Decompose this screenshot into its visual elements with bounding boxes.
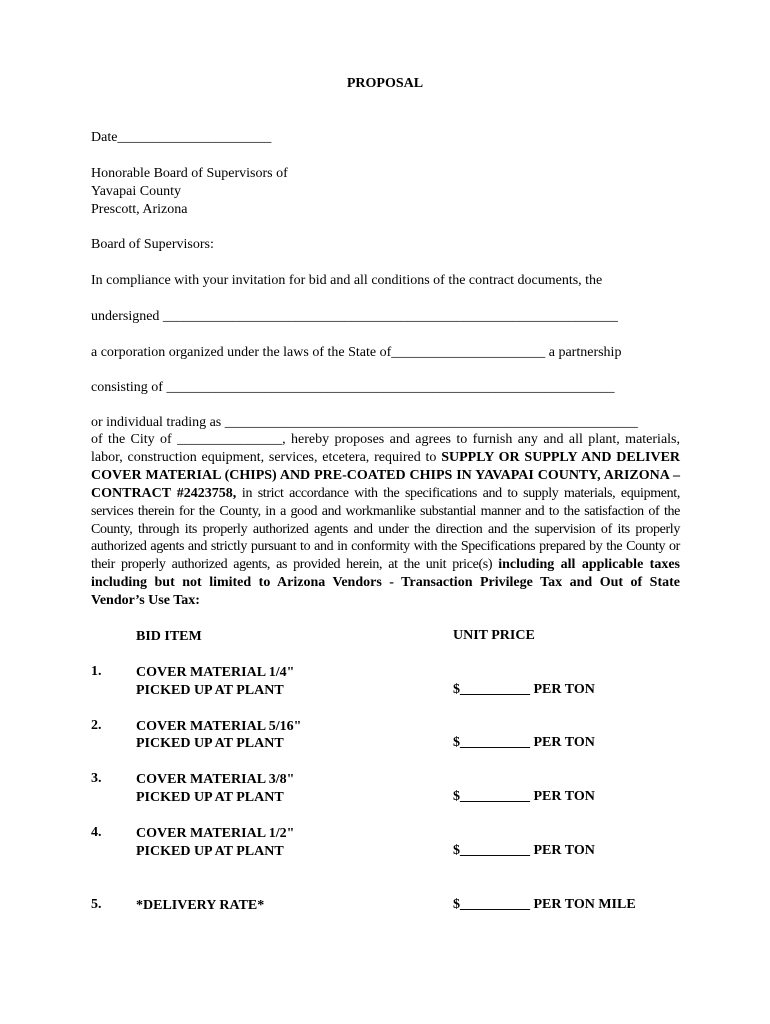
- bid-row-number: 5.: [91, 897, 102, 912]
- compliance-line: In compliance with your invitation for bid and all conditions of the contract documents, the: [91, 273, 603, 288]
- bid-row-price: $__________ PER TON: [453, 682, 595, 697]
- body-bold-contract: SUPPLY OR SUPPLY AND DELIVER COVER MATERIAL (CHIPS) AND PRE-COATED CHIPS IN YAVAPAI COUNTY, ARIZONA – CONTRACT #2423758,: [91, 449, 681, 501]
- bid-row-item-line1: COVER MATERIAL 1/2": [136, 826, 295, 841]
- date-line: Date______________________: [91, 130, 272, 145]
- body-text-2: in strict accordance with the specifications and to supply materials, equipment, services therein for the County, in a good and workmanlike substantial manner and to the satisfaction of the County, through its properly authorized agents and under the direction and the supervision of its properly authorized agents and strictly pursuant to and in conformity with the Specifications prepared by the County or their properly authorized agents, as provided herein, at the unit price(s): [91, 485, 680, 573]
- corporation-line: a corporation organized under the laws of the State of______________________ a partnership: [91, 345, 622, 360]
- body-bold-taxes: including all applicable taxes including but not limited to Arizona Vendors - Transaction Privilege Tax and Out of State Vendor’s Use Tax:: [91, 557, 680, 609]
- bid-row-price: $__________ PER TON: [453, 789, 595, 804]
- bid-row-price: $__________ PER TON MILE: [453, 897, 636, 912]
- bid-row-item-line1: COVER MATERIAL 3/8": [136, 772, 295, 787]
- undersigned-line: undersigned _________________________________________________________________: [91, 309, 618, 324]
- addressee-line-3: Prescott, Arizona: [91, 202, 188, 217]
- bid-row-number: 4.: [91, 825, 102, 840]
- bid-item-header: BID ITEM: [136, 629, 202, 644]
- bid-row-price: $__________ PER TON: [453, 735, 595, 750]
- bid-row-number: 2.: [91, 718, 102, 733]
- bid-row-item-line2: PICKED UP AT PLANT: [136, 736, 284, 751]
- bid-row-item-line2: PICKED UP AT PLANT: [136, 844, 284, 859]
- bid-row-item-line2: PICKED UP AT PLANT: [136, 790, 284, 805]
- bid-row-number: 3.: [91, 771, 102, 786]
- bid-row-item-line1: COVER MATERIAL 1/4": [136, 665, 295, 680]
- proposal-body: [91, 431, 680, 610]
- consisting-line: consisting of ________________________________________________________________: [91, 380, 615, 395]
- bid-row-item-line1: *DELIVERY RATE*: [136, 898, 265, 913]
- addressee-line-2: Yavapai County: [91, 184, 181, 199]
- unit-price-header: UNIT PRICE: [453, 628, 535, 643]
- salutation: Board of Supervisors:: [91, 237, 214, 252]
- page-title: PROPOSAL: [346, 76, 424, 91]
- bid-row-number: 1.: [91, 664, 102, 679]
- individual-line: or individual trading as ___________________________________________________________: [91, 415, 638, 430]
- body-text-1: of the City of _______________, hereby proposes and agrees to furnish any and all plant, materials, labor, construction equipment, services, etcetera, required to: [91, 432, 680, 465]
- bid-row-item-line2: PICKED UP AT PLANT: [136, 683, 284, 698]
- bid-row-item-line1: COVER MATERIAL 5/16": [136, 719, 302, 734]
- bid-row-price: $__________ PER TON: [453, 843, 595, 858]
- addressee-line-1: Honorable Board of Supervisors of: [91, 166, 288, 181]
